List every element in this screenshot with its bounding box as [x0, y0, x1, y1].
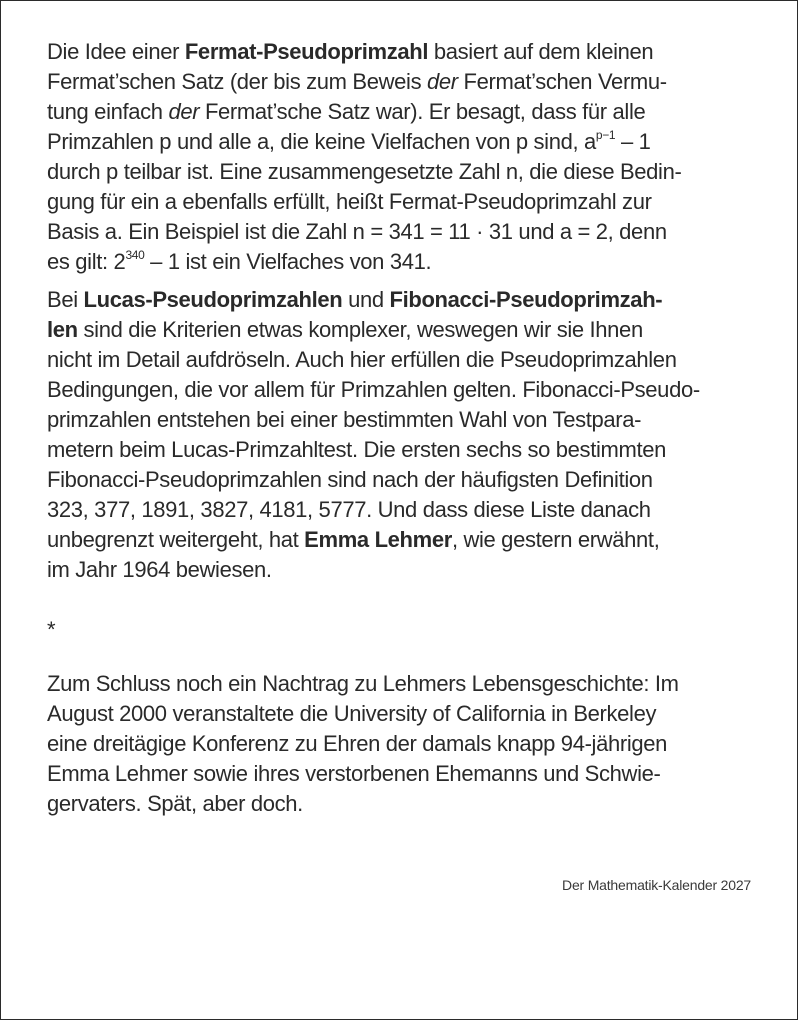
term-lucas-pseudoprimzahlen: Lucas-Pseudoprimzahlen	[83, 287, 343, 312]
text-line: Fibonacci-Pseudoprimzahlen sind nach der häufigsten Definition	[47, 467, 653, 492]
page-footer: Der Mathematik-Kalender 2027	[562, 877, 751, 893]
text-line: Emma Lehmer sowie ihres verstorbenen Ehemanns und Schwie-	[47, 761, 661, 786]
text-line: Fermat’schen Satz (der bis zum Beweis der Fermat’schen Vermu-	[47, 69, 667, 94]
text-line: Bei Lucas-Pseudoprimzahlen und Fibonacci-Pseudoprimzah-	[47, 287, 663, 312]
text-line: Bedingungen, die vor allem für Primzahlen gelten. Fibonacci-Pseudo-	[47, 377, 700, 402]
text-line: metern beim Lucas-Primzahltest. Die ersten sechs so bestimmten	[47, 437, 666, 462]
text-line: August 2000 veranstaltete die University of California in Berkeley	[47, 701, 657, 726]
text-line: Basis a. Ein Beispiel ist die Zahl n = 341 = 11 · 31 und a = 2, denn	[47, 219, 667, 244]
emphasis: der	[427, 69, 458, 94]
page-content	[47, 37, 759, 819]
text-line: Die Idee einer Fermat-Pseudoprimzahl basiert auf dem kleinen	[47, 39, 654, 64]
name-emma-lehmer: Emma Lehmer	[304, 527, 452, 552]
term-fermat-pseudoprimzahl: Fermat-Pseudoprimzahl	[184, 39, 429, 64]
text-line: len sind die Kriterien etwas komplexer, weswegen wir sie Ihnen	[47, 317, 643, 342]
text-line: Primzahlen p und alle a, die keine Vielfachen von p sind, $a^{p-1} - 1$	[47, 127, 651, 154]
paragraph-fermat	[47, 37, 759, 277]
exponent: 340	[125, 247, 145, 262]
text-line: es gilt: $2^{340} - 1$ ist ein Vielfaches von 341.	[47, 247, 432, 274]
term-fibonacci-pseudoprimzahlen: Fibonacci-Pseudoprimzah-	[389, 287, 663, 312]
text-line: nicht im Detail aufdröseln. Auch hier erfüllen die Pseudoprimzahlen	[47, 347, 677, 372]
text-line: tung einfach der Fermat’sche Satz war). Er besagt, dass für alle	[47, 99, 646, 124]
emphasis: der	[168, 99, 200, 124]
exponent: p−1	[595, 127, 616, 142]
section-separator: *	[47, 617, 56, 642]
text-line: eine dreitägige Konferenz zu Ehren der damals knapp 94-jährigen	[47, 731, 668, 756]
paragraph-nachtrag	[47, 669, 759, 819]
text-line: primzahlen entstehen bei einer bestimmten Wahl von Testpara-	[47, 407, 642, 432]
text-line: 323, 377, 1891, 3827, 4181, 5777. Und dass diese Liste danach	[47, 497, 651, 522]
text-line: unbegrenzt weitergeht, hat Emma Lehmer, wie gestern erwähnt,	[47, 527, 660, 552]
text-line: im Jahr 1964 bewiesen.	[47, 557, 272, 582]
text-line: gung für ein a ebenfalls erfüllt, heißt Fermat-Pseudoprimzahl zur	[47, 189, 652, 214]
text-line: Zum Schluss noch ein Nachtrag zu Lehmers Lebensgeschichte: Im	[47, 671, 679, 696]
text-line: gervaters. Spät, aber doch.	[47, 791, 303, 816]
paragraph-lucas-fibonacci	[47, 285, 759, 585]
text-line: durch p teilbar ist. Eine zusammengesetzte Zahl n, die diese Bedin-	[47, 159, 682, 184]
term-fibonacci-pseudoprimzahlen-cont: len	[47, 317, 78, 342]
